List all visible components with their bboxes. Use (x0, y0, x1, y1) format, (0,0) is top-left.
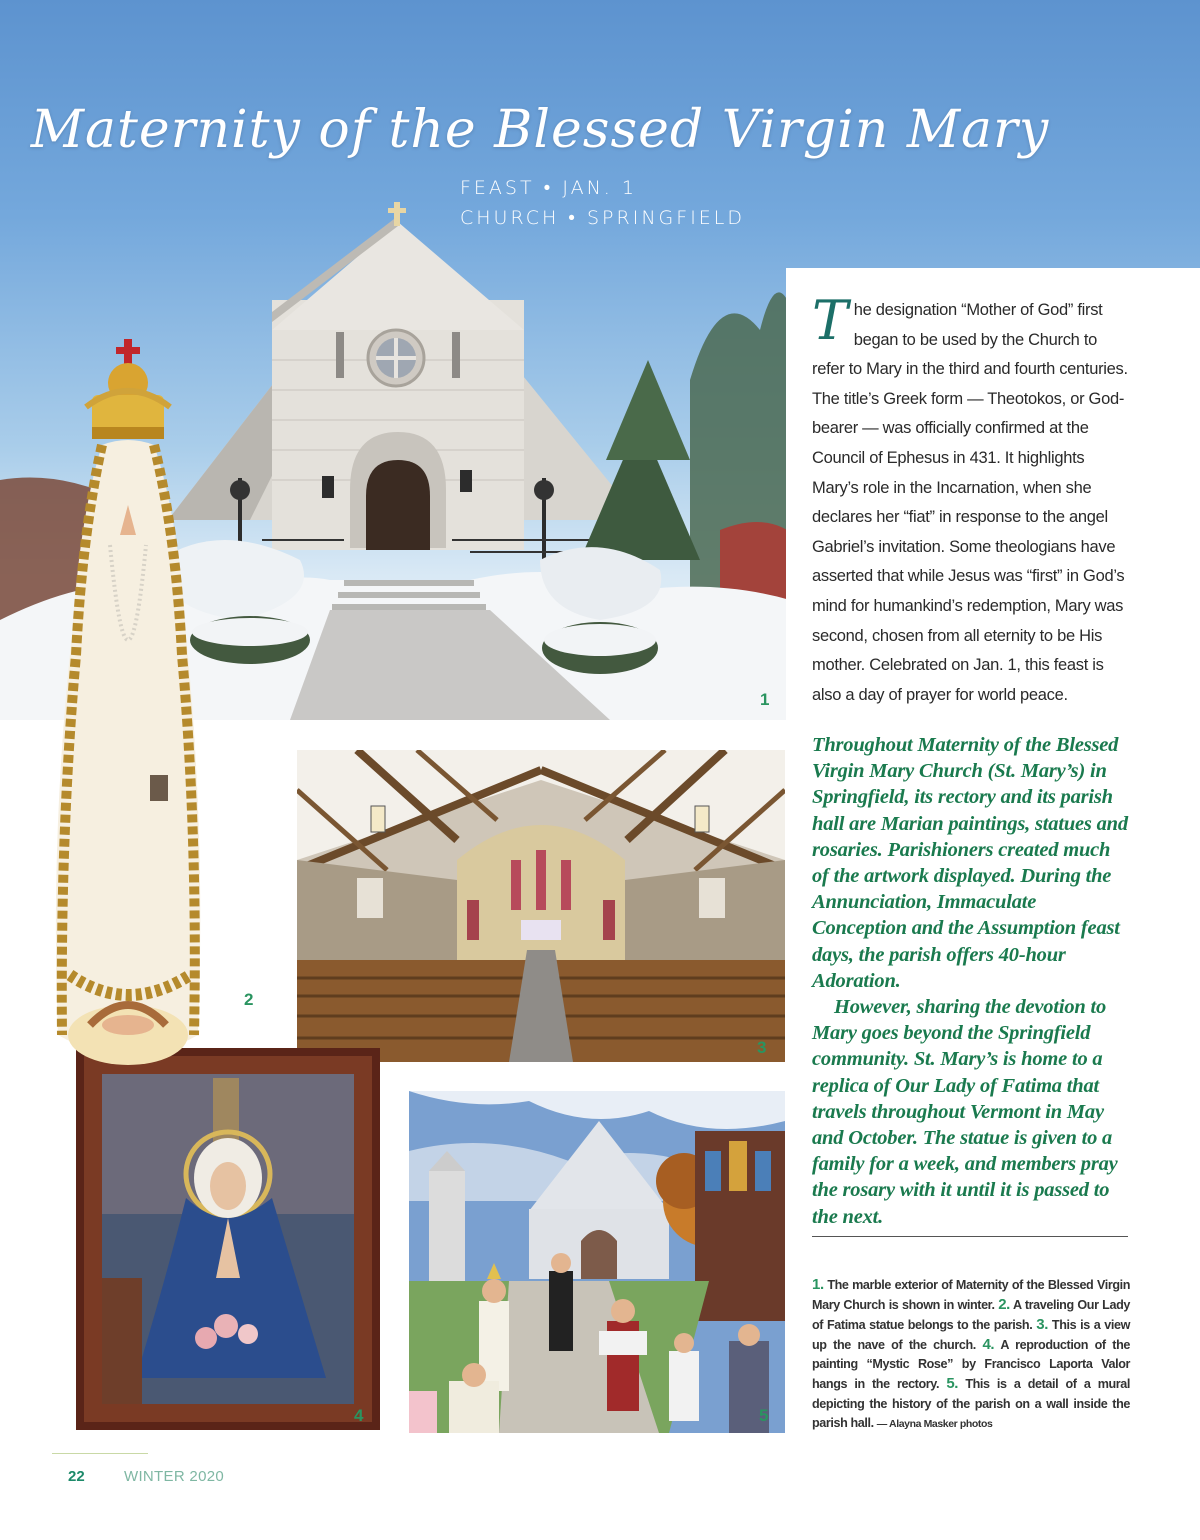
caption-5-text: This is a detail of a mural depicting the history of the parish on a wall inside the parish hall. (812, 1377, 1131, 1430)
caption-3-number: 3. (1036, 1316, 1048, 1334)
photo-number-2: 2 (244, 990, 254, 1009)
caption-5-number: 5. (946, 1375, 959, 1393)
caption-3-text: This is a view up the nave of the church. (812, 1318, 1130, 1353)
page-title: Maternity of the Blessed Virgin Mary (30, 100, 1050, 160)
caption-2-number: 2. (998, 1296, 1010, 1314)
article-body-text: he designation “Mother of God” first began to be used by the Church to refer to Mary in the third and fourth centuries. The title’s Greek form — Theotokos, or God-bearer — was officially confirmed at the Council of Ephesus in 431. It highlights Mary’s role in the Incarnation, when she declares her “fiat” in response to the angel Gabriel’s invitation. Some theologians have asserted that while Jesus was “first” in God’s mind for humankind’s redemption, Mary was second, chosen from all eternity to be His mother. Celebrated on Jan. 1, this feast is also a day of prayer for world peace. (812, 301, 1128, 704)
caption-1-number: 1. (812, 1276, 824, 1293)
fatima-statue-photo (20, 335, 240, 1095)
issue-label: WINTER 2020 (124, 1468, 224, 1485)
drop-cap: T (812, 289, 848, 352)
feast-date: FEAST • JAN. 1 (460, 177, 637, 199)
article-column (786, 268, 1200, 1268)
page-number: 22 (68, 1468, 85, 1485)
footer-rule (52, 1453, 148, 1454)
caption-4-text: A reproduction of the painting “Mystic Rose” by Francisco Laporta Valor hangs in the rectory. (812, 1338, 1130, 1392)
divider (812, 1236, 1128, 1237)
caption-1-text: The marble exterior of Maternity of the Blessed Virgin Mary Church is shown in winter. (812, 1278, 1131, 1313)
caption-4-number: 4. (982, 1336, 995, 1354)
pull-text-paragraph-2: However, sharing the devotion to Mary goes beyond the Springfield community. St. Mary’s is home to a replica of Our Lady of Fatima that travels throughout Vermont in May and October. The statue is given to a family for a week, and members pray the rosary with it until it is passed to the next. (812, 996, 1118, 1228)
caption-2-text: A traveling Our Lady of Fatima statue belongs to the parish. (812, 1298, 1130, 1333)
photo-number-5: 5 (759, 1406, 769, 1425)
pull-text (812, 732, 1128, 1230)
photo-number-4: 4 (354, 1406, 364, 1425)
pull-text-paragraph-1: Throughout Maternity of the Blessed Virgin Mary Church (St. Mary’s) in Springfield, its rectory and its parish hall are Marian paintings, statues and rosaries. Parishioners created much of the artwork displayed. During the Annunciation, Immaculate Conception and the Assumption feast days, the parish offers 40-hour Adoration. (812, 734, 1128, 992)
mystic-rose-painting-photo (76, 1048, 380, 1430)
photo-captions (812, 1275, 1130, 1434)
nave-photo (297, 750, 785, 1062)
photo-number-1: 1 (760, 690, 770, 709)
article-body (812, 289, 1132, 710)
mural-photo (409, 1091, 785, 1433)
church-location: CHURCH • SPRINGFIELD (460, 207, 746, 229)
photo-credit: — Alayna Masker photos (876, 1417, 993, 1430)
photo-number-3: 3 (757, 1038, 767, 1057)
